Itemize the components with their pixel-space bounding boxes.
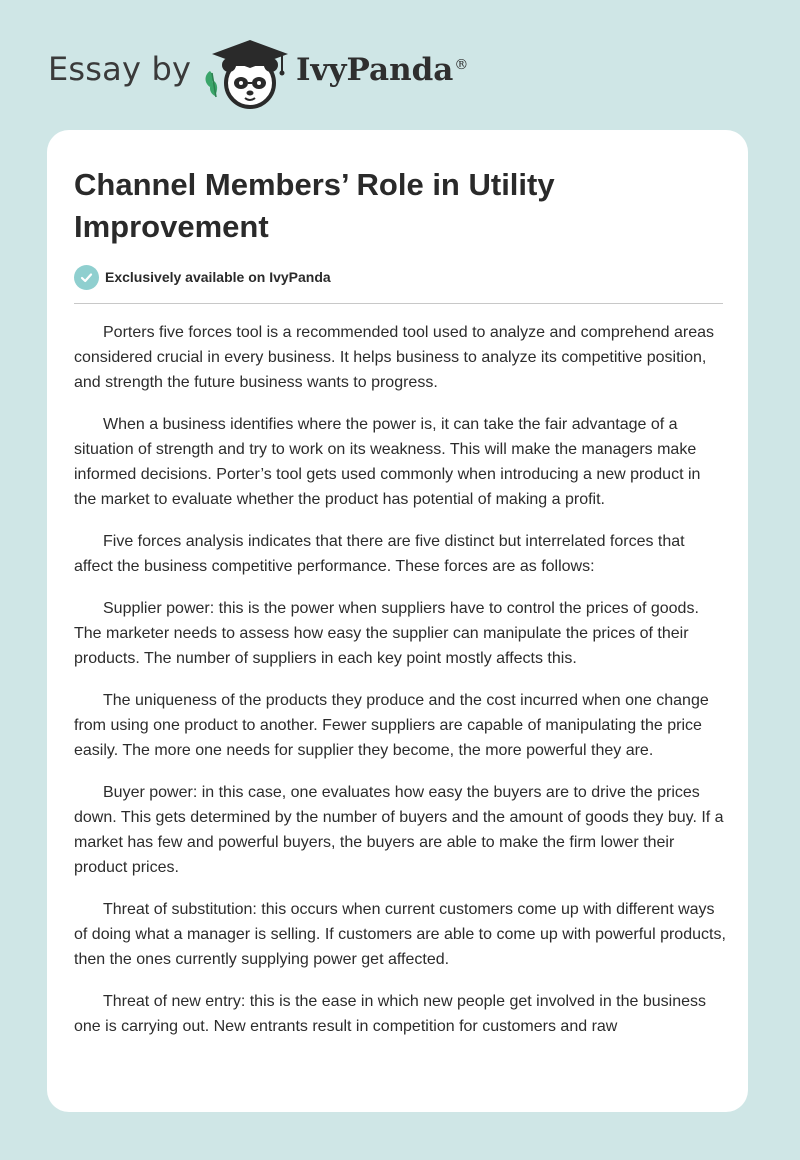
essay-paragraph: Threat of new entry: this is the ease in which new people get involved in the business one is carrying out. New entrants result in competition for customers and raw	[74, 993, 707, 1035]
essay-body	[74, 320, 726, 1056]
panda-graduation-cap-icon[interactable]	[200, 35, 292, 111]
brand-logo-text[interactable]	[296, 52, 468, 88]
essay-by-label: Essay by	[48, 50, 192, 88]
registered-mark: ®	[454, 56, 469, 73]
site-header	[0, 0, 800, 130]
brand-name: IvyPanda	[296, 52, 454, 88]
essay-title: Channel Members’ Role in Utility Improvement	[74, 167, 555, 244]
exclusive-badge-label: Exclusively available on IvyPanda	[105, 269, 331, 285]
title-divider	[74, 303, 723, 304]
essay-paragraph: Buyer power: in this case, one evaluates how easy the buyers are to drive the prices down. This gets determined by the number of buyers and the amount of goods they buy. If a market has few and powerful buyers, the buyers are able to make the firm lower their product prices.	[74, 784, 724, 876]
essay-paragraph: Porters five forces tool is a recommended tool used to analyze and comprehend areas considered crucial in every business. It helps business to analyze its competitive position, and strength the future business wants to progress.	[74, 324, 714, 391]
exclusive-badge	[74, 264, 331, 290]
essay-paragraph: Supplier power: this is the power when suppliers have to control the prices of goods. The marketer needs to assess how easy the supplier can manipulate the prices of their products. The number of suppliers in each key point mostly affects this.	[74, 600, 699, 667]
essay-paragraph: Threat of substitution: this occurs when current customers come up with different ways of doing what a manager is selling. If customers are able to come up with powerful products, then the ones currently supplying power get affected.	[74, 901, 726, 968]
essay-paragraph: When a business identifies where the power is, it can take the fair advantage of a situation of strength and try to work on its weakness. This will make the managers make informed decisions. Porter’s tool gets used commonly when introducing a new product in the market to evaluate whether the product has potential of making a profit.	[74, 416, 701, 508]
leaf-icon	[206, 71, 218, 97]
essay-card	[47, 130, 748, 1112]
essay-paragraph: The uniqueness of the products they produce and the cost incurred when one change from using one product to another. Fewer suppliers are capable of manipulating the price easily. The more one needs for supplier they become, the more powerful they are.	[74, 692, 709, 759]
check-circle-icon	[74, 265, 99, 290]
essay-paragraph: Five forces analysis indicates that there are five distinct but interrelated forces that affect the business competitive performance. These forces are as follows:	[74, 533, 685, 575]
